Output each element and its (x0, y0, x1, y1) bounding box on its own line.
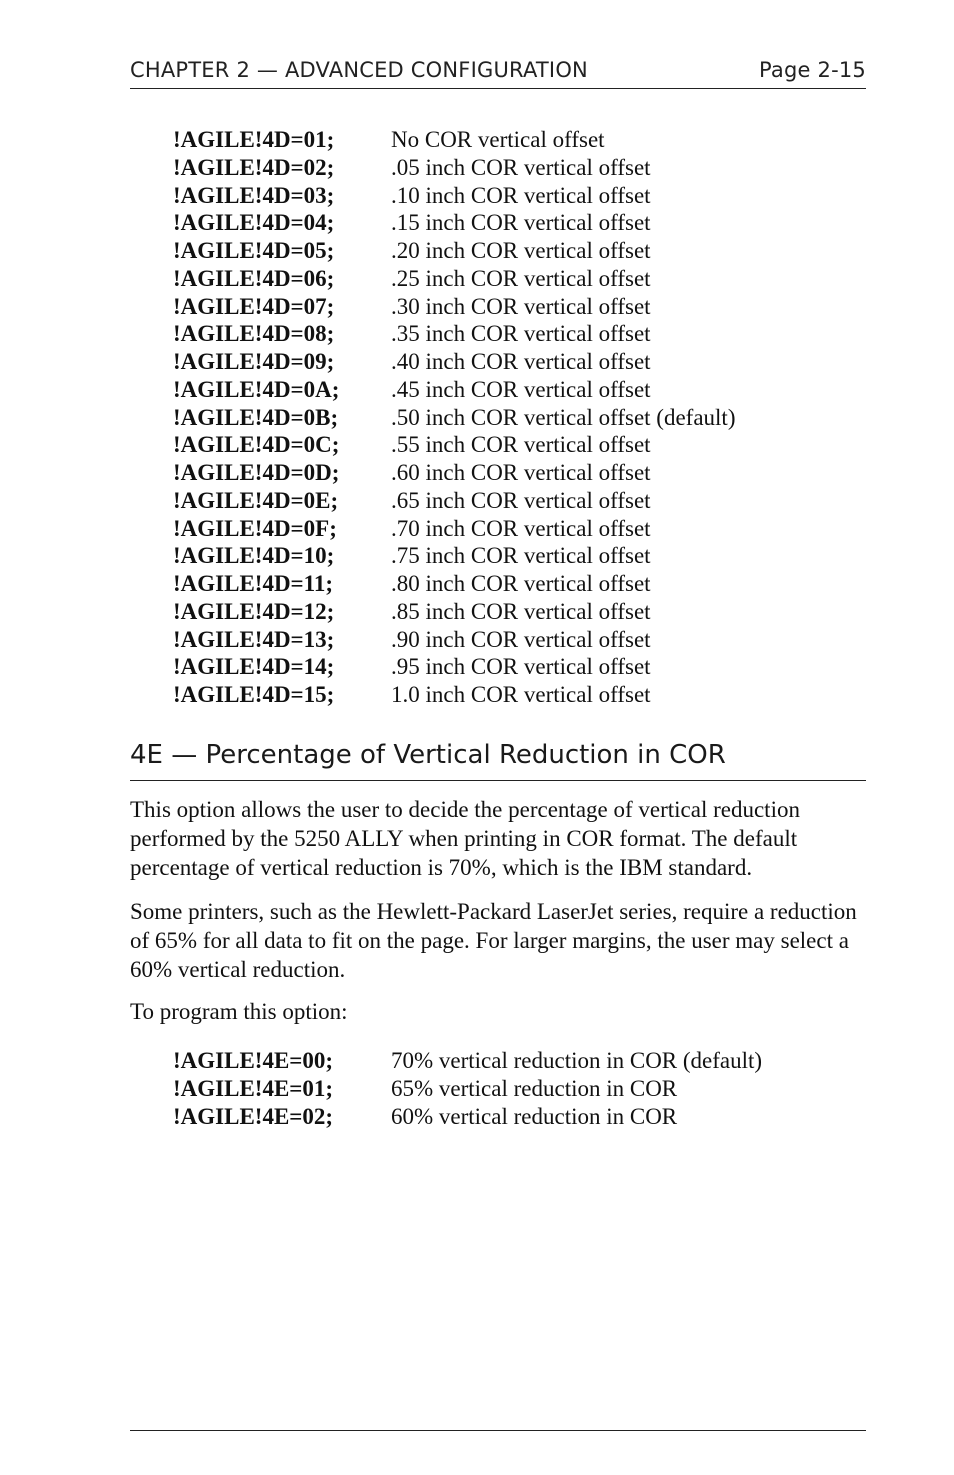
code-list-item (173, 487, 735, 515)
command-code: !AGILE!4D=0C; (173, 432, 340, 458)
command-code: !AGILE!4D=02; (173, 154, 335, 180)
command-description: .75 inch COR vertical offset (391, 543, 651, 569)
command-code: !AGILE!4D=09; (173, 349, 335, 374)
code-list-item (173, 265, 735, 293)
code-list-item (173, 404, 735, 432)
code-list-item (173, 376, 735, 404)
command-description: .30 inch COR vertical offset (391, 293, 651, 319)
section-heading-4e: 4E — Percentage of Vertical Reduction in COR (130, 740, 866, 781)
command-code: !AGILE!4D=04; (173, 210, 335, 236)
command-description: .50 inch COR vertical offset (default) (391, 404, 736, 430)
command-code: !AGILE!4D=01; (173, 127, 335, 152)
code-list-item (173, 681, 735, 709)
command-code: !AGILE!4D=0E; (173, 487, 339, 513)
command-code: !AGILE!4D=13; (173, 626, 335, 652)
command-description: 60% vertical reduction in COR (391, 1103, 678, 1129)
command-code: !AGILE!4D=0D; (173, 460, 340, 485)
body-paragraph: Some printers, such as the Hewlett-Packard LaserJet series, require a reduction of 65% for all data to fit on the page. For larger margins, the user may select a 60% vertical reduction. (130, 899, 857, 982)
code-list-item (173, 154, 735, 182)
code-list-item (173, 431, 735, 459)
command-description: .35 inch COR vertical offset (391, 321, 651, 347)
command-description: .20 inch COR vertical offset (391, 238, 651, 263)
command-description: .05 inch COR vertical offset (391, 154, 651, 180)
command-description: 1.0 inch COR vertical offset (391, 682, 651, 707)
code-list-item (173, 348, 735, 376)
command-description: .80 inch COR vertical offset (391, 571, 651, 596)
command-description: .25 inch COR vertical offset (391, 265, 651, 291)
code-list-item (173, 293, 735, 321)
option-4d-code-list (173, 126, 735, 709)
command-description: .85 inch COR vertical offset (391, 598, 651, 624)
command-code: !AGILE!4D=03; (173, 182, 335, 208)
code-list-item (173, 1047, 762, 1075)
command-code: !AGILE!4D=15; (173, 682, 335, 707)
command-description: .90 inch COR vertical offset (391, 626, 651, 652)
command-code: !AGILE!4D=06; (173, 265, 335, 291)
code-list-item (173, 459, 735, 487)
command-code: !AGILE!4E=02; (173, 1103, 334, 1129)
command-description: .45 inch COR vertical offset (391, 376, 651, 402)
command-code: !AGILE!4D=12; (173, 598, 335, 624)
command-code: !AGILE!4D=0F; (173, 515, 337, 541)
command-description: No COR vertical offset (391, 127, 605, 152)
code-list-item (173, 570, 735, 598)
command-code: !AGILE!4D=07; (173, 293, 335, 319)
command-code: !AGILE!4D=10; (173, 543, 335, 569)
command-description: .95 inch COR vertical offset (391, 654, 651, 680)
command-description: .70 inch COR vertical offset (391, 515, 651, 541)
running-header (130, 56, 866, 89)
command-description: .60 inch COR vertical offset (391, 460, 651, 485)
code-list-item (173, 209, 735, 237)
command-code: !AGILE!4D=11; (173, 571, 334, 596)
command-code: !AGILE!4D=05; (173, 238, 335, 263)
command-code: !AGILE!4E=01; (173, 1075, 334, 1101)
command-description: 65% vertical reduction in COR (391, 1075, 678, 1101)
command-code: !AGILE!4D=08; (173, 321, 335, 347)
body-paragraph: This option allows the user to decide the percentage of vertical reduction performed by the 5250 ALLY when printing in COR format. The default percentage of vertical reduction is 70%, which is the IBM standard. (130, 797, 800, 880)
option-4e-code-list (173, 1047, 762, 1130)
command-description: .10 inch COR vertical offset (391, 182, 651, 208)
code-list-item (173, 653, 735, 681)
command-code: !AGILE!4E=00; (173, 1048, 334, 1073)
code-list-item (173, 182, 735, 210)
code-list-item (173, 515, 735, 543)
command-code: !AGILE!4D=0B; (173, 404, 339, 430)
command-description: .65 inch COR vertical offset (391, 487, 651, 513)
command-code: !AGILE!4D=14; (173, 654, 335, 680)
command-description: .15 inch COR vertical offset (391, 210, 651, 236)
code-list-item (173, 237, 735, 265)
command-code: !AGILE!4D=0A; (173, 376, 340, 402)
code-list-item (173, 598, 735, 626)
code-list-item (173, 1103, 762, 1131)
code-list-item (173, 542, 735, 570)
command-description: .40 inch COR vertical offset (391, 349, 651, 374)
code-list-item (173, 1075, 762, 1103)
footer-rule (130, 1430, 866, 1431)
code-list-item (173, 320, 735, 348)
page-number: Page 2-15 (759, 58, 866, 82)
chapter-title: CHAPTER 2 — ADVANCED CONFIGURATION (130, 58, 588, 82)
body-paragraph: To program this option: (130, 999, 348, 1024)
code-list-item (173, 126, 735, 154)
command-description: .55 inch COR vertical offset (391, 432, 651, 458)
command-description: 70% vertical reduction in COR (default) (391, 1048, 763, 1073)
code-list-item (173, 626, 735, 654)
